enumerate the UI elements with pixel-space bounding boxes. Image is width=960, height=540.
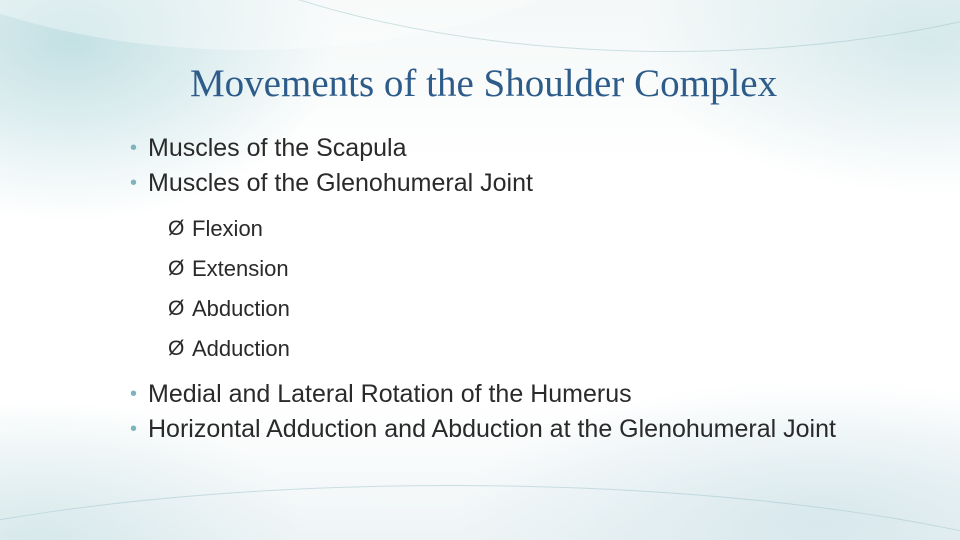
bullet-text: Medial and Lateral Rotation of the Humerus <box>148 380 632 408</box>
slide-content <box>130 131 880 447</box>
background-swoosh-bottom <box>0 485 960 540</box>
sub-bullet-text: Adduction <box>192 336 290 361</box>
arrow-bullet-icon: Ø <box>168 297 185 320</box>
arrow-bullet-icon: Ø <box>168 257 185 280</box>
bullet-item <box>130 131 880 166</box>
bullet-text: Horizontal Adduction and Abduction at the Glenohumeral Joint <box>148 415 836 443</box>
bullet-icon: • <box>130 172 138 194</box>
bullet-text: Muscles of the Scapula <box>148 134 407 162</box>
bullet-item <box>130 377 880 412</box>
sub-bullet-item <box>130 249 880 289</box>
background-highlight <box>0 0 700 50</box>
sub-bullet-item <box>130 289 880 329</box>
bullet-item <box>130 412 880 447</box>
arrow-bullet-icon: Ø <box>168 217 185 240</box>
sub-bullet-text: Abduction <box>192 296 290 321</box>
bullet-icon: • <box>130 383 138 405</box>
arrow-bullet-icon: Ø <box>168 337 185 360</box>
bullet-icon: • <box>130 418 138 440</box>
slide-title: Movements of the Shoulder Complex <box>190 62 778 105</box>
bullet-text: Muscles of the Glenohumeral Joint <box>148 169 533 197</box>
background-swoosh-top <box>70 0 960 52</box>
sub-bullet-text: Flexion <box>192 216 263 241</box>
sub-bullet-item <box>130 209 880 249</box>
bullet-icon: • <box>130 137 138 159</box>
sub-bullet-item <box>130 329 880 369</box>
sub-bullet-text: Extension <box>192 256 289 281</box>
bullet-item <box>130 166 880 201</box>
